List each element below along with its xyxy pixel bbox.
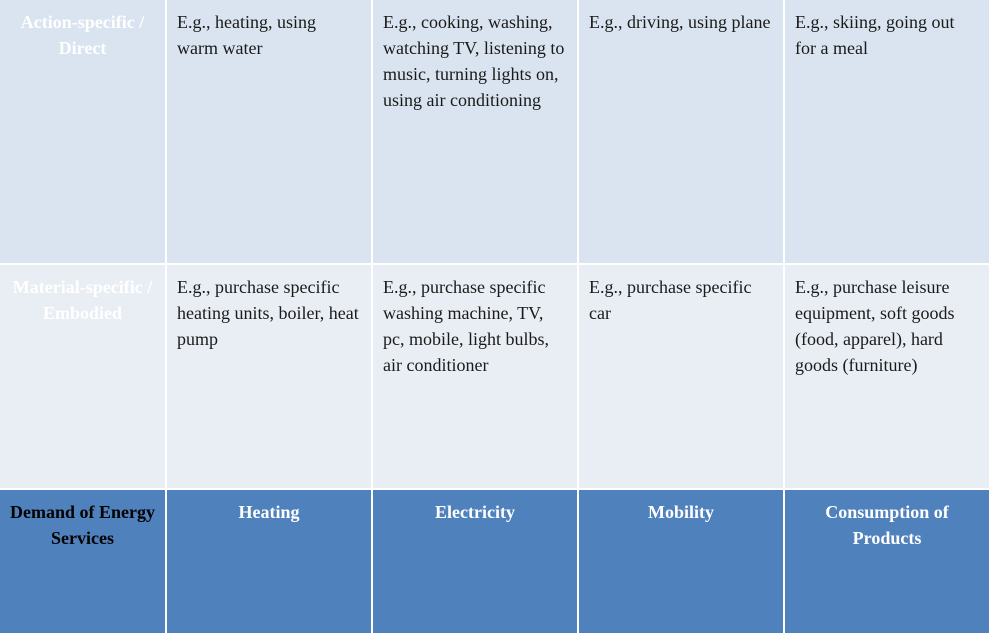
cell-material-heating: E.g., purchase specific heating units, boiler, heat pump [167, 265, 371, 488]
cell-material-consumption: E.g., purchase leisure equipment, soft goods (food, apparel), hard goods (furniture) [785, 265, 989, 488]
cell-material-electricity: E.g., purchase specific washing machine, TV, pc, mobile, light bulbs, air conditioner [373, 265, 577, 488]
cell-action-mobility: E.g., driving, using plane [579, 0, 783, 263]
cell-action-heating: E.g., heating, using warm water [167, 0, 371, 263]
cell-action-electricity: E.g., cooking, washing, watching TV, listening to music, turning lights on, using air conditioning [373, 0, 577, 263]
row-label-material-specific: Material-specific / Embodied [0, 265, 165, 488]
cell-action-consumption: E.g., skiing, going out for a meal [785, 0, 989, 263]
cell-material-mobility: E.g., purchase specific car [579, 265, 783, 488]
column-heading-mobility: Mobility [579, 490, 783, 633]
column-heading-heating: Heating [167, 490, 371, 633]
footer-label-demand: Demand of Energy Services [0, 490, 165, 633]
column-heading-electricity: Electricity [373, 490, 577, 633]
column-heading-consumption: Consumption of Products [785, 490, 989, 633]
row-label-action-specific: Action-specific / Direct [0, 0, 165, 263]
